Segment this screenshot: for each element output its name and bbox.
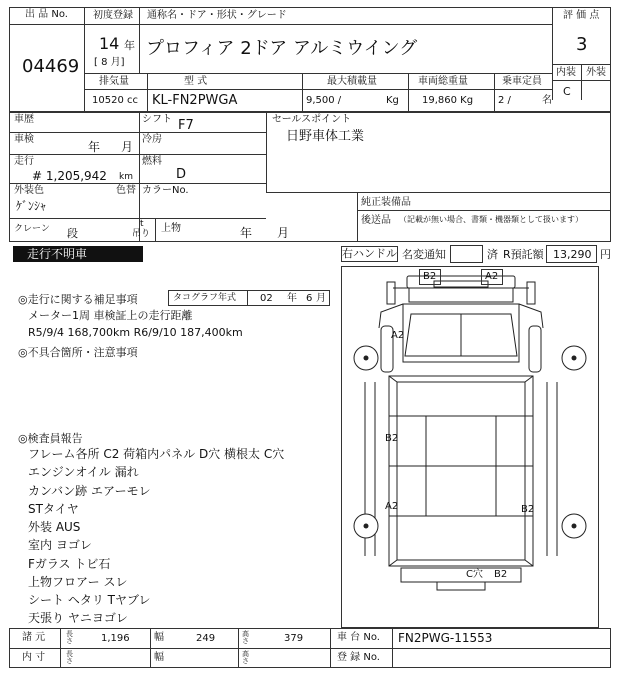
interior-score: C [563, 85, 571, 98]
recycle-fee-value: 13,290 [553, 248, 592, 261]
equipment-label: 純正装備品 [361, 197, 411, 208]
lot-label: 出 品 No. [25, 9, 68, 20]
body-up-month: 月 [277, 226, 290, 240]
after-note: （記載が無い場合、書類・機器類として扱います） [399, 215, 583, 224]
inspector-line: 天張り ヤニヨゴレ [28, 611, 128, 625]
inspector-line: フレーム各所 C2 荷箱内パネル D穴 横根太 C穴 [28, 447, 285, 461]
mileage-unit: km [119, 172, 133, 182]
supplement-label: ◎走行に関する補足事項 [18, 293, 138, 306]
history-label: 車歴 [14, 114, 34, 125]
name-change-label: 名変通知 [402, 248, 446, 261]
model-label: 型 式 [184, 76, 208, 87]
damage-mark: A2 [391, 330, 405, 341]
crane-hook: 吊り [132, 229, 151, 239]
width-value: 249 [196, 633, 216, 644]
tachograph-month: 6 [306, 293, 313, 304]
name-change-box [450, 245, 483, 263]
chassis-label: 車 台 No. [337, 632, 380, 643]
sales-point-value: 日野車体工業 [286, 129, 365, 144]
tachograph-year-unit: 年 [287, 293, 297, 304]
damage-mark: C穴 [466, 569, 483, 580]
displacement-value: 10520 cc [92, 95, 138, 106]
lot-number: 04469 [22, 56, 80, 77]
damage-mark: B2 [521, 504, 535, 515]
exterior-label: 外装 [586, 67, 606, 78]
inspector-label: ◎検査員報告 [18, 432, 83, 445]
dims-label: 諸 元 [22, 632, 46, 643]
damage-mark: A2 [485, 271, 499, 282]
gross-weight-label: 車両総重量 [418, 76, 468, 87]
recycle-done-label: 済 [487, 248, 498, 261]
inspector-line: 外装 AUS [28, 520, 81, 534]
length-label: 長さ [66, 630, 73, 646]
mileage-label: 走行 [14, 156, 34, 167]
body-up-label: 上物 [161, 223, 181, 234]
interior-label: 内装 [556, 67, 576, 78]
max-load-value: 9,500 / [306, 95, 342, 106]
car-name-label: 通称名・ドア・形状・グレード [147, 10, 287, 21]
width-label: 幅 [154, 632, 164, 643]
meter-history: R5/9/4 168,700km R6/9/10 187,400km [28, 326, 243, 339]
inner-dims-label: 内 寸 [22, 652, 46, 663]
steering-badge: 右ハンドル [342, 247, 397, 260]
crane-steps: 段 [67, 227, 78, 240]
not-running-tag: 走行不明車 [13, 246, 143, 262]
recycle-fee-label: R預託額 [503, 248, 544, 261]
sales-point-label: セールスポイント [272, 114, 352, 125]
capacity-unit: 名 [542, 95, 552, 106]
capacity-value: 2 / [498, 95, 511, 106]
aircon-label: 冷房 [142, 134, 162, 145]
inspector-line: 上物フロアー スレ [28, 575, 128, 589]
color-no-label: カラーNo. [142, 185, 189, 196]
inspection-month: 月 [121, 140, 134, 154]
color-change-label: 色替 [116, 185, 136, 196]
damage-mark: B2 [423, 271, 437, 282]
inspection-label: 車検 [14, 134, 34, 145]
crane-ton: t [140, 219, 144, 229]
inspector-line: STタイヤ [28, 502, 79, 516]
after-label: 後送品 [361, 215, 391, 226]
inner-height-label: 高さ [242, 650, 249, 666]
inspector-line: シート ヘタリ Tヤブレ [28, 593, 151, 607]
car-name: プロフィア 2ドア アルミウイング [146, 38, 418, 59]
meter-line: メーター1周 車検証上の走行距離 [28, 309, 193, 322]
inner-length-label: 長さ [66, 650, 73, 666]
first-reg-label: 初度登録 [93, 10, 133, 21]
first-reg-year-unit: 年 [124, 39, 135, 52]
inner-width-label: 幅 [154, 652, 164, 663]
gross-weight-value: 19,860 Kg [422, 95, 474, 106]
shift-label: シフト [142, 114, 172, 125]
max-load-unit: Kg [386, 95, 399, 106]
fuel-value: D [176, 167, 187, 182]
tachograph-month-unit: 月 [316, 293, 326, 304]
height-label: 高さ [242, 630, 249, 646]
body-up-year: 年 [240, 226, 253, 240]
registration-label: 登 録 No. [337, 652, 380, 663]
inspector-line: カンバン跡 エアーモレ [28, 484, 151, 498]
damage-mark: A2 [385, 501, 399, 512]
displacement-label: 排気量 [99, 76, 129, 87]
mileage-value: # 1,205,942 [32, 169, 107, 183]
chassis-value: FN2PWG-11553 [398, 631, 493, 645]
damage-mark: B2 [494, 569, 508, 580]
inspector-line: Fガラス トビ石 [28, 557, 111, 571]
yen-unit: 円 [600, 248, 611, 261]
length-value: 1,196 [101, 633, 130, 644]
exterior-color-label: 外装色 [14, 185, 44, 196]
inspector-line: エンジンオイル 漏れ [28, 465, 139, 479]
shift-value: F7 [178, 118, 194, 133]
max-load-label: 最大積載量 [327, 76, 377, 87]
crane-label: クレーン [14, 224, 50, 234]
capacity-label: 乗車定員 [502, 76, 542, 87]
inspector-line: 室内 ヨゴレ [28, 538, 92, 552]
score-value: 3 [576, 34, 588, 55]
tachograph-year: 02 [260, 293, 273, 304]
first-reg-year: 14 [99, 34, 120, 53]
score-label: 評 価 点 [563, 10, 600, 21]
defects-label: ◎不具合箇所・注意事項 [18, 346, 138, 359]
model-value: KL-FN2PWGA [152, 93, 238, 108]
damage-mark: B2 [385, 433, 399, 444]
first-reg-month: [ 8 月] [94, 57, 125, 68]
exterior-color-value: ｹﾞﾝｼｬ [16, 199, 47, 213]
tachograph-label: タコグラフ年式 [173, 293, 237, 303]
height-value: 379 [284, 633, 304, 644]
fuel-label: 燃料 [142, 156, 162, 167]
inspection-year: 年 [88, 140, 101, 154]
